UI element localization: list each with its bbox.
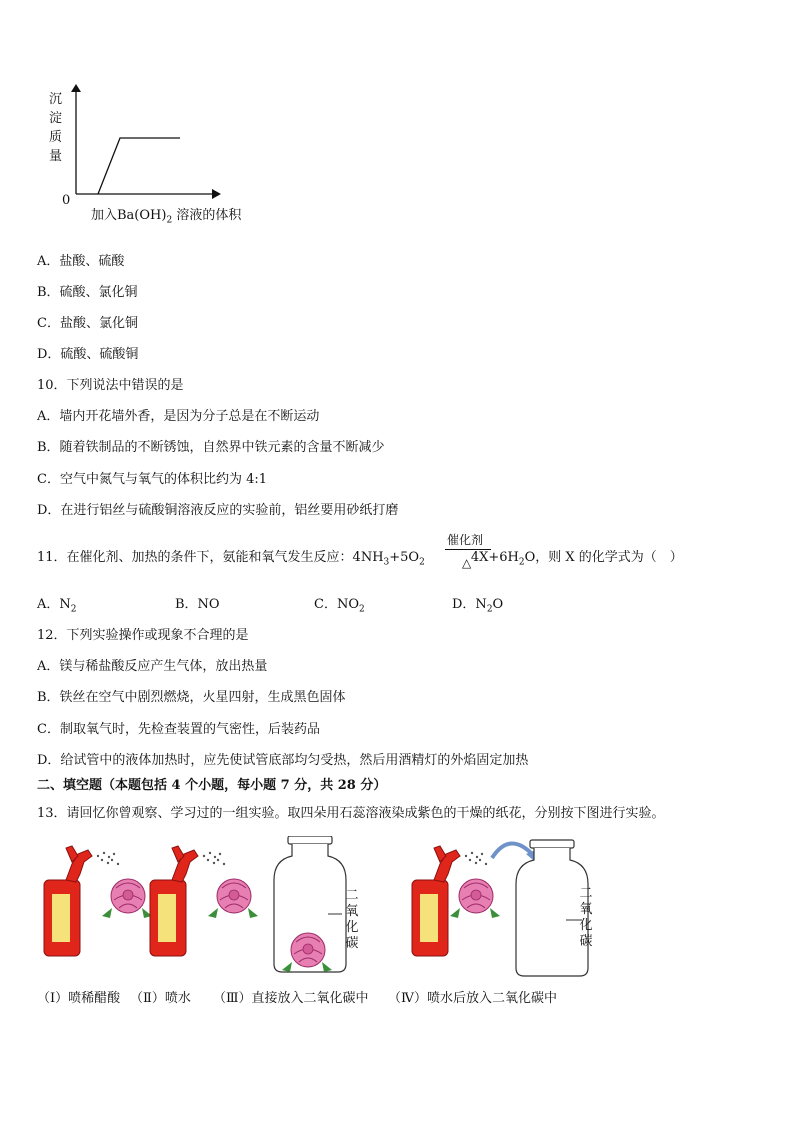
caption-2: （Ⅱ）喷水 xyxy=(130,991,191,1006)
graph-plot xyxy=(60,82,225,204)
spray-bottle-icon xyxy=(44,846,119,956)
q12-option-c: C．制取氧气时，先检查装置的气密性，后装药品 xyxy=(37,722,320,737)
q11-stem: 11．在催化剂、加热的条件下，氨能和氧气发生反应：$4NH_3+5O_2$ $4X+6H_2O$，则 X 的化学式为（ ） xyxy=(37,550,683,568)
q12-option-b: B．铁丝在空气中剧烈燃烧，火星四射，生成黑色固体 xyxy=(37,690,346,705)
q10-option-b: B．随着铁制品的不断锈蚀，自然界中铁元素的含量不断减少 xyxy=(37,440,385,455)
q11-option-b: B．NO xyxy=(175,597,220,612)
y-axis-arrow xyxy=(71,84,81,92)
q12-stem: 12．下列实验操作或现象不合理的是 xyxy=(37,628,249,643)
co2-label-jar4: 二 氧 化 碳 xyxy=(579,886,593,949)
q10-option-a: A．墙内开花墙外香，是因为分子总是在不断运动 xyxy=(37,409,320,424)
heat-symbol: △ xyxy=(462,556,472,570)
caption-4: （Ⅳ）喷水后放入二氧化碳中 xyxy=(388,991,557,1006)
x-axis-label: 加入$Ba(OH)_2$ 溶液的体积 xyxy=(91,208,242,226)
caption-3: （Ⅲ）直接放入二氧化碳中 xyxy=(213,991,369,1006)
experiment-illustration xyxy=(36,836,646,986)
curved-arrow-icon xyxy=(492,843,534,858)
caption-1: （Ⅰ）喷稀醋酸 xyxy=(37,991,121,1006)
section-heading: 二、填空题（本题包括 4 个小题，每小题 7 分，共 28 分） xyxy=(37,778,387,793)
q9-option-d: D．硫酸、硫酸铜 xyxy=(37,347,139,362)
y-axis-label-char: 质 xyxy=(49,130,63,145)
spray-bottle-icon xyxy=(150,846,225,956)
gas-jar-icon xyxy=(516,840,588,976)
q10-option-c: C．空气中氮气与氧气的体积比约为 4:1 xyxy=(37,472,268,487)
q9-option-a: A．盐酸、硫酸 xyxy=(37,254,125,269)
flower-icon xyxy=(450,879,500,918)
q12-option-a: A．镁与稀盐酸反应产生气体，放出热量 xyxy=(37,659,268,674)
precipitate-curve xyxy=(98,138,180,194)
q11-option-a: A．$N_2$ xyxy=(37,597,77,615)
x-axis-arrow xyxy=(212,189,221,199)
catalyst-label: 催化剂 xyxy=(447,533,484,547)
graph-origin: 0 xyxy=(62,193,71,208)
q9-option-b: B．硫酸、氯化铜 xyxy=(37,285,138,300)
y-axis-label-char: 沉 xyxy=(49,92,63,107)
q10-stem: 10．下列说法中错误的是 xyxy=(37,378,184,393)
flower-icon xyxy=(102,879,152,918)
reaction-condition-line xyxy=(445,549,491,550)
q9-option-c: C．盐酸、氯化铜 xyxy=(37,316,138,331)
flower-icon xyxy=(208,879,258,918)
q11-option-c: C．$NO_2$ xyxy=(314,597,365,615)
y-axis-label-char: 量 xyxy=(49,149,63,164)
y-axis-label-char: 淀 xyxy=(49,111,63,126)
co2-label-jar3: 二 氧 化 碳 xyxy=(345,888,359,951)
q10-option-d: D．在进行铝丝与硫酸铜溶液反应的实验前，铝丝要用砂纸打磨 xyxy=(37,503,399,518)
q12-option-d: D．给试管中的液体加热时，应先使试管底部均匀受热，然后用酒精灯的外焰固定加热 xyxy=(37,753,529,768)
q13-stem: 13．请回忆你曾观察、学习过的一组实验。取四朵用石蕊溶液染成紫色的干燥的纸花，分别按下图进行实验。 xyxy=(37,806,665,821)
q11-option-d: D．$N_2O$ xyxy=(452,597,504,615)
